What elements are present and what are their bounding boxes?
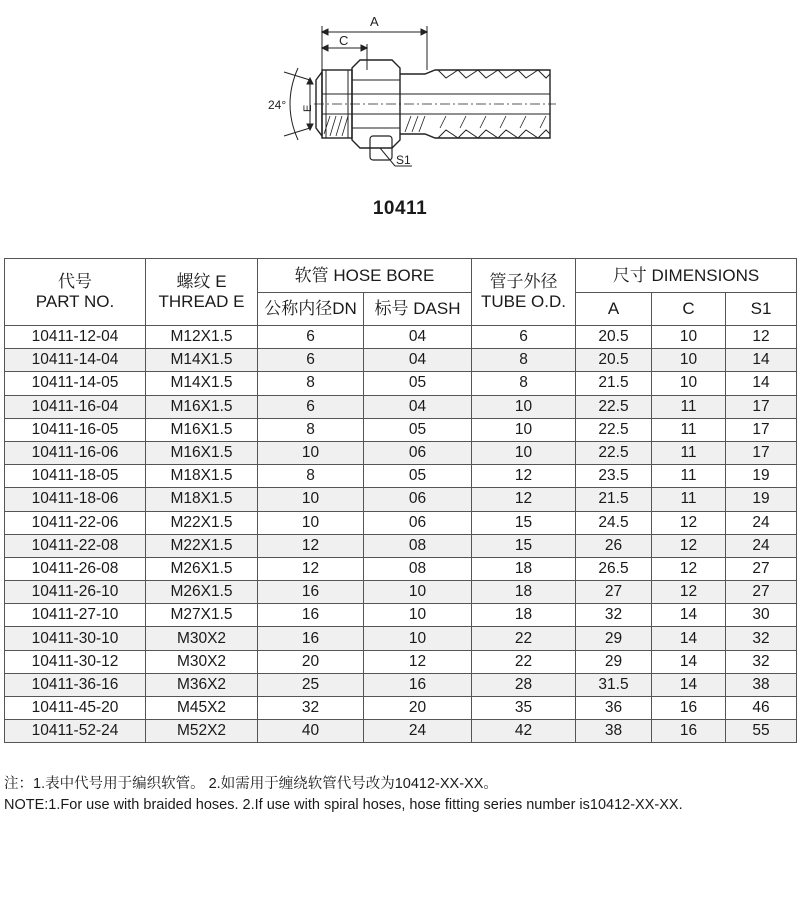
cell-dash: 06 (364, 441, 472, 464)
cell-tube-od: 12 (472, 465, 576, 488)
cell-dim-c: 14 (652, 627, 726, 650)
cell-dim-s1: 24 (726, 534, 797, 557)
cell-tube-od: 8 (472, 349, 576, 372)
cell-dim-c: 12 (652, 534, 726, 557)
cell-tube-od: 22 (472, 650, 576, 673)
cell-dn: 8 (258, 465, 364, 488)
cell-part-no: 10411-14-04 (5, 349, 146, 372)
cell-thread: M26X1.5 (146, 581, 258, 604)
cell-thread: M16X1.5 (146, 395, 258, 418)
cell-dash: 08 (364, 557, 472, 580)
cell-dim-a: 26.5 (576, 557, 652, 580)
table-row (5, 534, 797, 557)
cell-tube-od: 22 (472, 627, 576, 650)
table-row (5, 511, 797, 534)
cell-dim-a: 36 (576, 697, 652, 720)
header-tube-od (472, 259, 576, 326)
cell-dash: 08 (364, 534, 472, 557)
cell-dim-c: 11 (652, 441, 726, 464)
cell-dn: 32 (258, 697, 364, 720)
cell-dn: 6 (258, 349, 364, 372)
cell-dash: 04 (364, 349, 472, 372)
cell-tube-od: 10 (472, 441, 576, 464)
cell-dn: 16 (258, 581, 364, 604)
cell-tube-od: 15 (472, 511, 576, 534)
cell-dim-c: 10 (652, 349, 726, 372)
table-row (5, 557, 797, 580)
cell-dim-c: 14 (652, 673, 726, 696)
cell-dim-c: 16 (652, 720, 726, 743)
cell-dn: 12 (258, 534, 364, 557)
cell-dim-a: 26 (576, 534, 652, 557)
dim-s1-label: S1 (396, 153, 411, 167)
cell-dim-a: 20.5 (576, 326, 652, 349)
cell-dim-c: 12 (652, 557, 726, 580)
header-part-no-en: PART NO. (35, 292, 115, 311)
cell-dim-s1: 30 (726, 604, 797, 627)
cell-tube-od: 35 (472, 697, 576, 720)
cell-dim-a: 27 (576, 581, 652, 604)
cell-dim-s1: 12 (726, 326, 797, 349)
cell-dim-a: 29 (576, 627, 652, 650)
cell-dash: 10 (364, 627, 472, 650)
header-thread (146, 259, 258, 326)
table-row (5, 418, 797, 441)
cell-dim-c: 16 (652, 697, 726, 720)
cell-dash: 24 (364, 720, 472, 743)
cell-dash: 04 (364, 395, 472, 418)
cell-part-no: 10411-27-10 (5, 604, 146, 627)
cell-thread: M52X2 (146, 720, 258, 743)
table-row (5, 441, 797, 464)
cell-dim-s1: 19 (726, 465, 797, 488)
cell-dim-c: 10 (652, 372, 726, 395)
cell-part-no: 10411-26-08 (5, 557, 146, 580)
header-a: A (576, 293, 652, 326)
cell-dim-a: 24.5 (576, 511, 652, 534)
header-thread-en: THREAD E (158, 292, 245, 311)
cell-part-no: 10411-30-10 (5, 627, 146, 650)
cell-dim-a: 22.5 (576, 395, 652, 418)
header-c: C (652, 293, 726, 326)
table-row (5, 349, 797, 372)
cell-dash: 12 (364, 650, 472, 673)
cell-thread: M18X1.5 (146, 465, 258, 488)
cell-dim-c: 11 (652, 465, 726, 488)
cell-tube-od: 8 (472, 372, 576, 395)
cell-part-no: 10411-30-12 (5, 650, 146, 673)
cell-dim-a: 21.5 (576, 488, 652, 511)
cell-dn: 6 (258, 326, 364, 349)
cell-thread: M18X1.5 (146, 488, 258, 511)
cell-part-no: 10411-45-20 (5, 697, 146, 720)
header-hose-bore: 软管 HOSE BORE (258, 259, 472, 293)
cell-tube-od: 10 (472, 395, 576, 418)
cell-dash: 06 (364, 488, 472, 511)
cell-dn: 10 (258, 441, 364, 464)
cell-dim-c: 14 (652, 650, 726, 673)
table-body (5, 326, 797, 743)
cell-dim-s1: 14 (726, 349, 797, 372)
table-row (5, 627, 797, 650)
cell-dash: 05 (364, 372, 472, 395)
note-chinese: 注：1.表中代号用于编织软管。 2.如需用于缠绕软管代号改为10412-XX-XX。 (4, 776, 498, 792)
header-tube-od-en: TUBE O.D. (480, 292, 566, 311)
cell-dash: 06 (364, 511, 472, 534)
cell-thread: M16X1.5 (146, 418, 258, 441)
cell-dim-s1: 27 (726, 581, 797, 604)
cell-part-no: 10411-26-10 (5, 581, 146, 604)
table-row (5, 326, 797, 349)
dim-a-label: A (370, 14, 379, 29)
cell-dn: 12 (258, 557, 364, 580)
table-row (5, 604, 797, 627)
cell-dash: 05 (364, 465, 472, 488)
note-english: NOTE:1.For use with braided hoses. 2.If use with spiral hoses, hose fitting series number is10412-XX-XX. (4, 797, 683, 813)
cell-dim-s1: 24 (726, 511, 797, 534)
cell-dim-s1: 17 (726, 441, 797, 464)
cell-dim-s1: 32 (726, 627, 797, 650)
cell-thread: M27X1.5 (146, 604, 258, 627)
cell-dim-c: 12 (652, 511, 726, 534)
cell-tube-od: 18 (472, 604, 576, 627)
cell-dim-s1: 55 (726, 720, 797, 743)
header-s1: S1 (726, 293, 797, 326)
cell-dim-s1: 38 (726, 673, 797, 696)
cell-thread: M22X1.5 (146, 511, 258, 534)
cell-dn: 20 (258, 650, 364, 673)
cell-thread: M30X2 (146, 650, 258, 673)
cell-dim-c: 11 (652, 488, 726, 511)
cell-thread: M45X2 (146, 697, 258, 720)
cell-dim-c: 12 (652, 581, 726, 604)
cell-tube-od: 18 (472, 557, 576, 580)
spec-table (4, 258, 797, 743)
table-row (5, 650, 797, 673)
cell-part-no: 10411-36-16 (5, 673, 146, 696)
cell-part-no: 10411-52-24 (5, 720, 146, 743)
cell-dim-c: 11 (652, 395, 726, 418)
cell-part-no: 10411-22-08 (5, 534, 146, 557)
table-row (5, 465, 797, 488)
cell-dim-s1: 19 (726, 488, 797, 511)
cell-dn: 16 (258, 604, 364, 627)
cell-part-no: 10411-16-06 (5, 441, 146, 464)
cell-part-no: 10411-18-06 (5, 488, 146, 511)
cell-dim-s1: 32 (726, 650, 797, 673)
cell-dash: 10 (364, 604, 472, 627)
cell-dn: 16 (258, 627, 364, 650)
cell-part-no: 10411-18-05 (5, 465, 146, 488)
cell-thread: M22X1.5 (146, 534, 258, 557)
cell-dim-c: 11 (652, 418, 726, 441)
header-tube-od-cn: 管子外径 (489, 272, 558, 291)
cell-tube-od: 42 (472, 720, 576, 743)
cell-dn: 8 (258, 418, 364, 441)
cell-dash: 16 (364, 673, 472, 696)
cell-dn: 25 (258, 673, 364, 696)
cell-dim-s1: 46 (726, 697, 797, 720)
cell-thread: M12X1.5 (146, 326, 258, 349)
header-dash: 标号 DASH (364, 293, 472, 326)
cell-tube-od: 6 (472, 326, 576, 349)
dim-e-label: E (302, 104, 314, 112)
cell-dash: 20 (364, 697, 472, 720)
table-row (5, 697, 797, 720)
cell-dim-s1: 17 (726, 418, 797, 441)
table-row (5, 372, 797, 395)
cell-dim-a: 32 (576, 604, 652, 627)
header-thread-cn: 螺纹 E (176, 272, 227, 291)
cell-dim-a: 22.5 (576, 441, 652, 464)
cell-part-no: 10411-12-04 (5, 326, 146, 349)
cell-dim-c: 10 (652, 326, 726, 349)
cell-dim-a: 21.5 (576, 372, 652, 395)
table-row (5, 395, 797, 418)
fitting-drawing (260, 8, 560, 188)
header-part-no-cn: 代号 (58, 272, 92, 291)
dim-angle-label: 24° (268, 98, 287, 112)
table-row (5, 673, 797, 696)
dim-c-label: C (339, 33, 349, 48)
cell-dim-s1: 14 (726, 372, 797, 395)
cell-part-no: 10411-14-05 (5, 372, 146, 395)
cell-part-no: 10411-16-05 (5, 418, 146, 441)
cell-thread: M16X1.5 (146, 441, 258, 464)
cell-thread: M36X2 (146, 673, 258, 696)
cell-dn: 40 (258, 720, 364, 743)
cell-tube-od: 15 (472, 534, 576, 557)
table-row (5, 581, 797, 604)
cell-dn: 10 (258, 488, 364, 511)
cell-dim-a: 38 (576, 720, 652, 743)
cell-dash: 10 (364, 581, 472, 604)
table-row (5, 720, 797, 743)
cell-dim-s1: 17 (726, 395, 797, 418)
cell-dash: 04 (364, 326, 472, 349)
cell-thread: M26X1.5 (146, 557, 258, 580)
cell-dn: 6 (258, 395, 364, 418)
cell-dn: 10 (258, 511, 364, 534)
cell-tube-od: 10 (472, 418, 576, 441)
cell-dim-a: 23.5 (576, 465, 652, 488)
header-part-no (5, 259, 146, 326)
cell-dim-c: 14 (652, 604, 726, 627)
part-title: 10411 (372, 198, 428, 219)
header-dn: 公称内径DN (258, 293, 364, 326)
cell-dim-a: 31.5 (576, 673, 652, 696)
cell-part-no: 10411-22-06 (5, 511, 146, 534)
cell-tube-od: 18 (472, 581, 576, 604)
cell-thread: M30X2 (146, 627, 258, 650)
cell-dn: 8 (258, 372, 364, 395)
cell-thread: M14X1.5 (146, 349, 258, 372)
cell-dash: 05 (364, 418, 472, 441)
cell-dim-a: 20.5 (576, 349, 652, 372)
cell-dim-s1: 27 (726, 557, 797, 580)
cell-dim-a: 22.5 (576, 418, 652, 441)
cell-tube-od: 28 (472, 673, 576, 696)
cell-dim-a: 29 (576, 650, 652, 673)
table-row (5, 488, 797, 511)
cell-tube-od: 12 (472, 488, 576, 511)
cell-part-no: 10411-16-04 (5, 395, 146, 418)
header-dimensions: 尺寸 DIMENSIONS (576, 259, 797, 293)
cell-thread: M14X1.5 (146, 372, 258, 395)
